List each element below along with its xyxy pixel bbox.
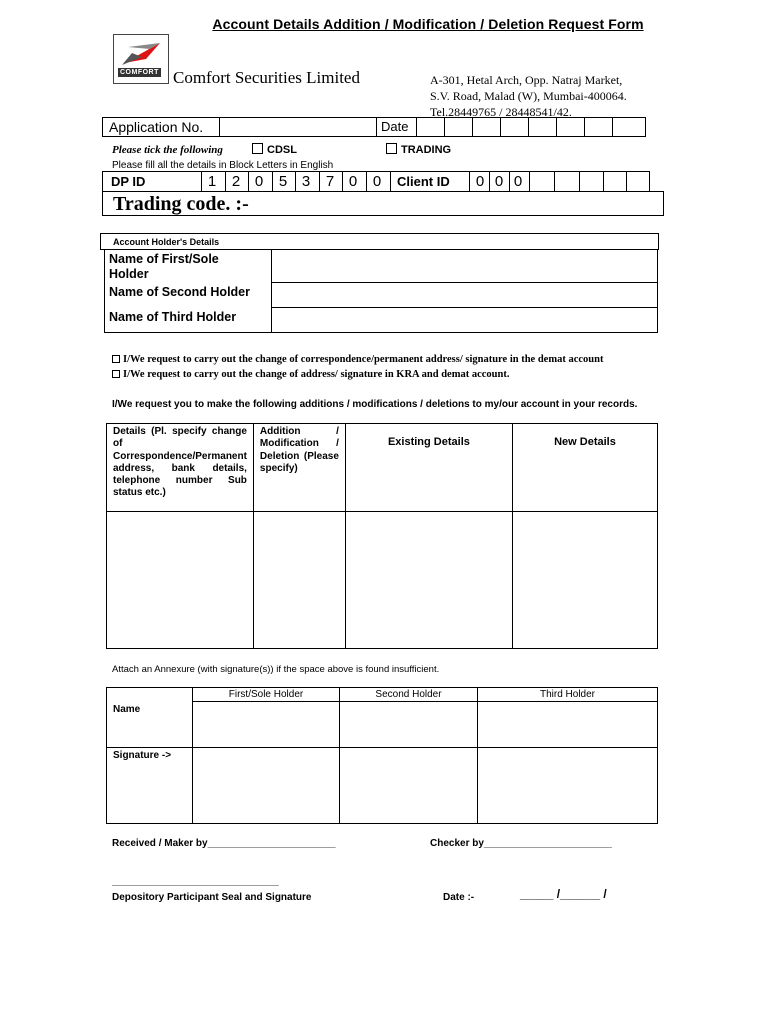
application-number-field[interactable] — [220, 118, 376, 136]
action-cell[interactable] — [253, 512, 345, 649]
new-col-header: New Details — [512, 424, 657, 512]
first-holder-label: Name of First/Sole Holder — [109, 252, 219, 281]
new-details-cell[interactable] — [512, 512, 657, 649]
client-id-digits[interactable] — [469, 172, 649, 191]
client-id-digit: 0 — [513, 173, 523, 190]
request-line-2: I/We request to carry out the change of address/ signature in KRA and demat account. — [123, 369, 510, 380]
details-col-text: Details (Pl. specify change of Correspondence/Permanent address, bank details, telephone number Sub status etc.) — [113, 426, 247, 499]
dp-id-label: DP ID — [111, 174, 146, 189]
dp-id-digit: 2 — [231, 173, 241, 190]
details-table — [106, 423, 658, 649]
second-holder-signature-cell[interactable] — [340, 748, 478, 824]
form-title: Account Details Addition / Modification / Deletion Request Form — [212, 16, 644, 32]
name-row-label: Name — [107, 702, 193, 748]
company-address — [430, 72, 627, 120]
fill-note: Please fill all the details in Block Letters in English — [112, 160, 334, 171]
existing-col-header: Existing Details — [345, 424, 512, 512]
existing-details-cell[interactable] — [345, 512, 512, 649]
request-option-2[interactable] — [112, 369, 509, 380]
cdsl-label: CDSL — [267, 144, 297, 156]
trading-label: TRADING — [401, 144, 452, 156]
cdsl-checkbox[interactable] — [252, 143, 263, 154]
seal-signature-line[interactable]: ______________________________ — [112, 876, 279, 887]
address-line-2: S.V. Road, Malad (W), Mumbai-400064. — [430, 89, 627, 103]
client-id-digit: 0 — [494, 173, 504, 190]
date-label: Date — [381, 119, 409, 134]
third-holder-col: Third Holder — [478, 688, 658, 702]
dp-id-digit: 1 — [207, 173, 217, 190]
second-holder-name-cell[interactable] — [340, 702, 478, 748]
trading-checkbox[interactable] — [386, 143, 397, 154]
company-logo — [113, 34, 169, 84]
third-holder-signature-cell[interactable] — [478, 748, 658, 824]
action-col-text: Addition / Modification / Deletion (Please specify) — [259, 426, 339, 474]
holders-section-label: Account Holder's Details — [113, 237, 220, 247]
date-field[interactable] — [417, 118, 646, 136]
dp-id-digit: 0 — [254, 173, 264, 190]
application-row — [102, 117, 646, 137]
first-holder-col: First/Sole Holder — [193, 688, 340, 702]
trading-code-row[interactable] — [102, 191, 664, 216]
first-holder-field[interactable] — [272, 250, 657, 282]
tick-instruction: Please tick the following — [112, 144, 223, 156]
company-name: Comfort Securities Limited — [173, 68, 360, 87]
third-holder-label: Name of Third Holder — [109, 310, 237, 324]
request-option-1[interactable] — [112, 354, 603, 365]
dp-id-digit: 7 — [325, 173, 335, 190]
cdsl-option[interactable] — [252, 143, 297, 156]
trading-option[interactable] — [386, 143, 451, 156]
dp-id-digit: 0 — [372, 173, 382, 190]
address-line-1: A-301, Hetal Arch, Opp. Natraj Market, — [430, 73, 623, 87]
signature-table — [106, 687, 658, 824]
logo-mark-icon — [120, 39, 164, 67]
received-maker-field[interactable]: Received / Maker by_______________________ — [112, 838, 336, 849]
second-holder-col: Second Holder — [340, 688, 478, 702]
request-paragraph: I/We request you to make the following additions / modifications / deletions to my/our account in your records. — [112, 399, 638, 410]
dp-id-digit: 3 — [301, 173, 311, 190]
request-line-1: I/We request to carry out the change of correspondence/permanent address/ signature in the demat account — [123, 354, 604, 365]
annexure-note: Attach an Annexure (with signature(s)) if the space above is found insufficient. — [112, 664, 440, 675]
first-holder-name-cell[interactable] — [193, 702, 340, 748]
client-id-label: Client ID — [397, 174, 450, 189]
request-checkbox-2[interactable] — [112, 370, 120, 378]
checker-field[interactable]: Checker by_______________________ — [430, 838, 612, 849]
address-line-3: Tel.28449765 / 28448541/42. — [430, 105, 572, 119]
third-holder-field[interactable] — [272, 308, 657, 332]
seal-signature-label: Depository Participant Seal and Signature — [112, 892, 312, 903]
details-col-header — [107, 424, 254, 512]
date-bottom-label: Date :- — [443, 892, 475, 903]
sig-corner-cell — [107, 688, 193, 702]
holders-section-header — [100, 233, 659, 250]
logo-text: COMFORT — [120, 69, 159, 76]
first-holder-signature-cell[interactable] — [193, 748, 340, 824]
action-col-header — [253, 424, 345, 512]
holders-table — [104, 249, 658, 333]
dp-id-digit: 5 — [278, 173, 288, 190]
third-holder-name-cell[interactable] — [478, 702, 658, 748]
signature-row-label: Signature -> — [107, 748, 193, 824]
request-checkbox-1[interactable] — [112, 355, 120, 363]
dp-id-digit: 0 — [348, 173, 358, 190]
trading-code-label: Trading code. :- — [113, 193, 249, 215]
details-cell[interactable] — [107, 512, 254, 649]
dp-id-row — [102, 171, 650, 192]
date-bottom-field[interactable]: _____ /______ / — [520, 887, 607, 901]
second-holder-label: Name of Second Holder — [109, 285, 250, 299]
client-id-digit: 0 — [475, 173, 485, 190]
application-label: Application No. — [109, 119, 204, 135]
second-holder-field[interactable] — [272, 283, 657, 307]
